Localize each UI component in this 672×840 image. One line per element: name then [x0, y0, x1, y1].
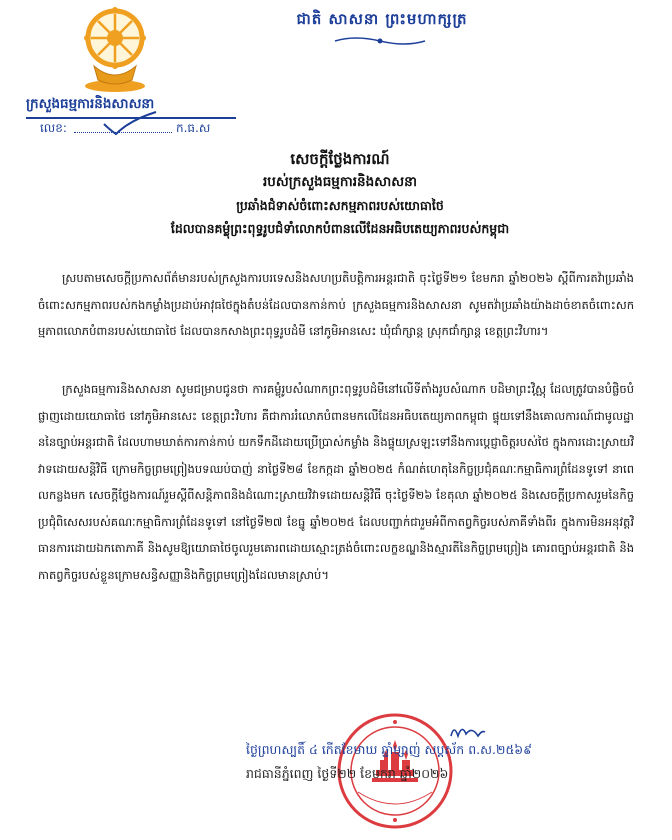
national-motto: ជាតិ សាសនា ព្រះមហាក្សត្រ	[296, 10, 468, 28]
lunar-date: ថ្ងៃព្រហស្បតិ៍ ៤ កើតខែមាឃ ឆ្នាំម្សាញ់ សប្តស័ក ព.ស.២៥៦៩	[246, 742, 532, 757]
handwritten-check-icon	[100, 110, 160, 136]
title-line-1: សេចក្ដីថ្លែងការណ៍	[290, 150, 390, 168]
reference-number	[40, 120, 240, 140]
statement-title	[150, 148, 530, 240]
reference-suffix: ក.ធ.ស	[176, 121, 211, 135]
reference-label: លេខ:	[40, 121, 67, 135]
initials-signature-icon	[448, 720, 488, 742]
body-paragraph-1: ស្របតាមសេចក្ដីប្រកាសព័ត៌មានរបស់ក្រសួងការបរទេសនិងសហប្រតិបត្តិការអន្តរជាតិ ចុះថ្ងៃទី២១ ខែមករា ឆ្នាំ២០២៦ ស្ដីពីការតវ៉ាប្រឆាំងចំពោះសកម្មភាពរបស់កងកម្លាំងប្រដាប់អាវុធថៃក្នុងតំបន់ដែលបានកាន់កាប់ ក្រសួងធម្មការនិងសាសនា សូមតវ៉ាប្រឆាំងយ៉ាងដាច់ខាតចំពោះសកម្មភាពលោភបំពានរបស់យោធាថៃ ដែលបានកសាងព្រះពុទ្ធរូបដំមី នៅភូមិអានសេះ ឃុំជាំក្សាន្ត ស្រុកជាំក្សាន្ត ខេត្តព្រះវិហារ។	[38, 271, 634, 338]
ministry-emblem-icon	[72, 6, 158, 94]
ministry-name: ក្រសួងធម្មការនិងសាសនា	[26, 95, 236, 119]
motto-ornament-icon	[330, 34, 430, 48]
title-line-2: របស់ក្រសួងធម្មការនិងសាសនា	[263, 174, 417, 190]
place-and-date: រាជធានីភ្នំពេញ ថ្ងៃទី២២ ខែមករា ឆ្នាំ២០២៦	[246, 766, 449, 781]
title-line-4: ដែលបានគម្លុំព្រះពុទ្ធរូបជំទាំលោកបំពានលើដែនអធិបតេយ្យភាពរបស់កម្ពុជា	[170, 221, 510, 236]
title-line-3: ប្រឆាំងជំទាស់ចំពោះសកម្មភាពរបស់យោធាថៃ	[236, 198, 444, 213]
body-paragraph-2: ក្រសួងធម្មការនិងសាសនា សូមជម្រាបជូនថា ការគម្លុំរូបសំណាកព្រះពុទ្ធរូបដំមីនៅលើទីតាំងរូបសំណាក បដិមាព្រះវិស្ណុ ដែលត្រូវបានបំផ្លិចបំផ្លាញដោយយោធាថៃ នៅភូមិអានសេះ ខេត្តព្រះវិហារ គឺជាការរំលោភបំពានមកលើដែនអធិបតេយ្យភាពកម្ពុជា ផ្ទុយទៅនឹងគោលការណ៍ជាមូលដ្ឋាននៃច្បាប់អន្តរជាតិ ដែលហាមឃាត់ការកាន់កាប់ យកទឹកដីដោយប្រើប្រាស់កម្លាំង និងផ្ទុយស្រឡះទៅនឹងការប្ដេជ្ញាចិត្តរបស់ថៃ ក្នុងការដោះស្រាយវិវាទដោយសន្តិវិធី ក្រោមកិច្ចព្រមព្រៀងបទឈប់បាញ់ នាថ្ងៃទី២៨ ខែកក្កដា ឆ្នាំ២០២៥ កំណត់ហេតុនៃកិច្ចប្រជុំគណៈកម្មាធិការព្រំដែនទូទៅ នាពេលកន្លងមក សេចក្ដីថ្លែងការណ៍រួមស្ដីពីសន្តិភាពនិងដំណោះស្រាយវិវាទដោយសន្តិវិធី ចុះថ្ងៃទី២៦ ខែតុលា ឆ្នាំ២០២៥ និងសេចក្ដីប្រកាសរួមនៃកិច្ចប្រជុំពិសេសរបស់គណៈកម្មាធិការព្រំដែនទូទៅ នៅថ្ងៃទី២៧ ខែធ្នូ ឆ្នាំ២០២៥ ដែលបញ្ជាក់ជារួមអំពីកាតព្វកិច្ចរបស់ភាគីទាំងពីរ ក្នុងការមិនអនុវត្តវិធានការដោយឯកតោភាគី និងសូមឱ្យយោធាថៃចូលរួមគោរពដោយស្មោះត្រង់ចំពោះលក្ខខណ្ឌនិងស្មារតីនៃកិច្ចព្រមព្រៀង គោរពច្បាប់អន្តរជាតិ និងកាតព្វកិច្ចរបស់ខ្លួនក្រោមសន្ធិសញ្ញានិងកិច្ចព្រមព្រៀងដែលមានស្រាប់។	[38, 382, 634, 582]
